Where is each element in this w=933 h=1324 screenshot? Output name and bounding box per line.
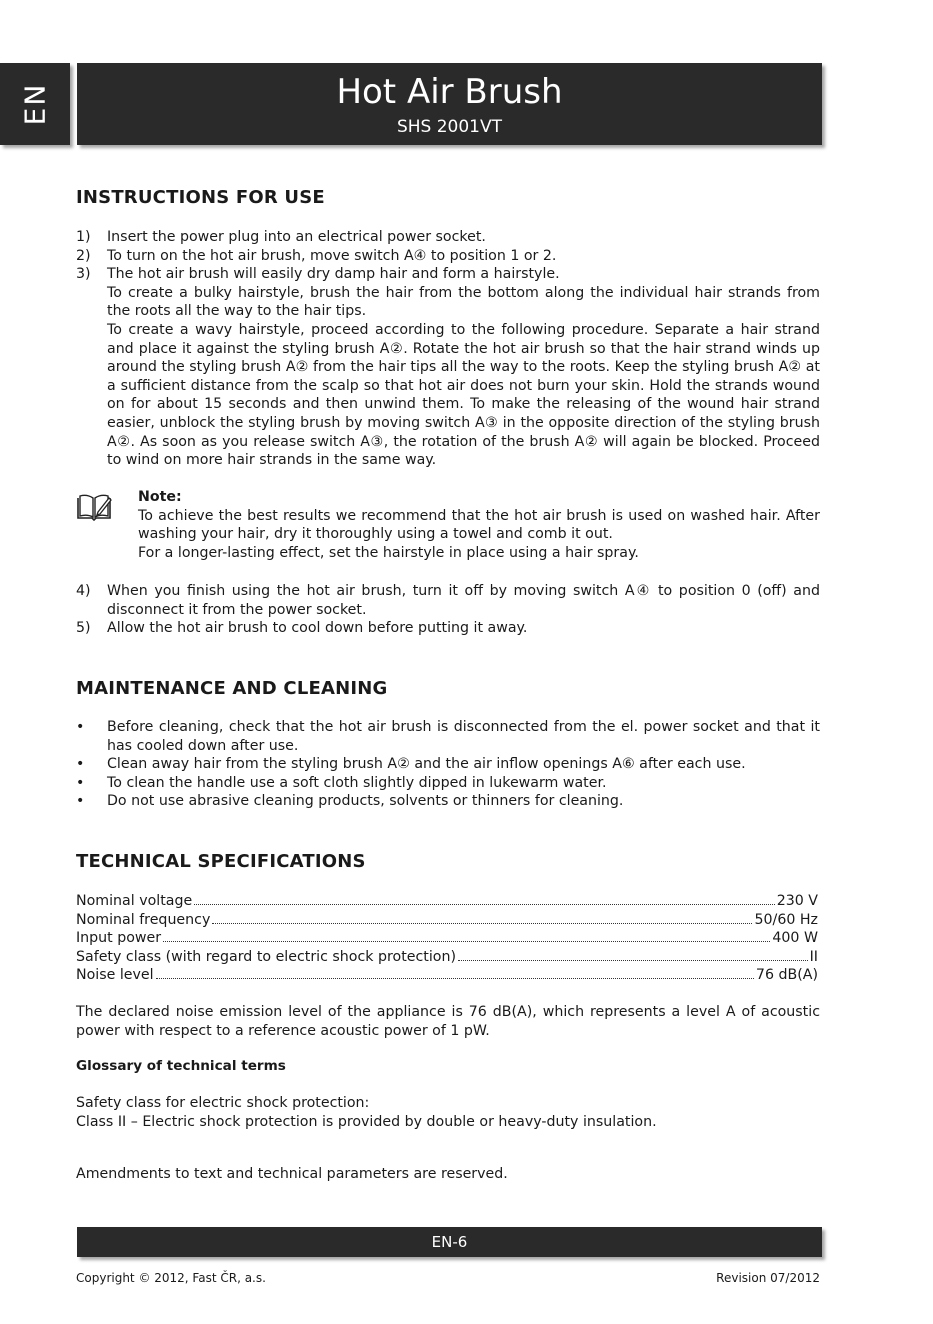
spec-label: Noise level bbox=[76, 967, 154, 984]
step-text: The hot air brush will easily dry damp hair and form a hairstyle. bbox=[107, 266, 560, 283]
list-item bbox=[76, 718, 820, 755]
model-number: SHS 2001VT bbox=[396, 117, 503, 137]
list-item bbox=[76, 247, 820, 266]
step-text: Insert the power plug into an electrical power socket. bbox=[107, 229, 486, 245]
list-item bbox=[76, 228, 820, 247]
spec-row bbox=[76, 948, 818, 967]
spec-row bbox=[76, 929, 818, 948]
specs-heading: TECHNICAL SPECIFICATIONS bbox=[76, 851, 366, 872]
spec-label: Nominal voltage bbox=[76, 893, 193, 909]
bullet: • bbox=[76, 719, 85, 735]
list-item bbox=[76, 619, 820, 638]
language-label: EN bbox=[18, 82, 52, 126]
maintenance-list bbox=[76, 718, 820, 811]
header-bar bbox=[77, 63, 822, 145]
step-paragraph: To create a wavy hairstyle, proceed according to the following procedure. Separate a hair strand and place it against the styling brush A②. Rotate the hot air brush so that the hair strand winds up around the styling brush A② from the hair tips all the way to the roots. Keep the styling brush A② at a sufficient distance from the scalp so that hot air does not burn your skin. Hold the strands wound on for about 15 seconds and then unwind them. To make the releasing of the wound hair strand easier, unblock the styling brush by moving switch A③ in the opposite direction of the styling brush A②. As soon as you release switch A③, the rotation of the brush A② will again be blocked. Proceed to wind on more hair strands in the same way. bbox=[107, 321, 820, 469]
spec-row bbox=[76, 892, 818, 911]
maintenance-heading: MAINTENANCE AND CLEANING bbox=[76, 678, 388, 699]
step-paragraph: To create a bulky hairstyle, brush the hair from the bottom along the individual hair strands from the roots all the way to the hair tips. bbox=[107, 284, 820, 320]
footer-bar bbox=[77, 1227, 822, 1257]
instructions-list bbox=[76, 228, 820, 470]
step-number: 4) bbox=[76, 583, 91, 599]
glossary-line: Safety class for electric shock protection: bbox=[76, 1095, 370, 1111]
spec-label: Nominal frequency bbox=[76, 911, 211, 928]
step-number: 2) bbox=[76, 247, 91, 264]
copyright: Copyright © 2012, Fast ČR, a.s. bbox=[76, 1271, 266, 1285]
spec-value: 230 V bbox=[776, 893, 818, 909]
list-item bbox=[76, 792, 820, 811]
list-item bbox=[76, 755, 820, 774]
list-item-text: To clean the handle use a soft cloth slightly dipped in lukewarm water. bbox=[107, 774, 607, 791]
list-item-text: Before cleaning, check that the hot air brush is disconnected from the el. power socket and that it has cooled down after use. bbox=[107, 719, 820, 754]
instructions-heading: INSTRUCTIONS FOR USE bbox=[76, 187, 325, 208]
step-text: Allow the hot air brush to cool down before putting it away. bbox=[107, 620, 528, 637]
noise-paragraph: The declared noise emission level of the appliance is 76 dB(A), which represents a level A of acoustic power with respect to a reference acoustic power of 1 pW. bbox=[76, 1004, 820, 1039]
list-item bbox=[76, 774, 820, 793]
list-item-text: Do not use abrasive cleaning products, solvents or thinners for cleaning. bbox=[107, 793, 624, 810]
spec-value: 76 dB(A) bbox=[755, 967, 818, 984]
instructions-list-continued bbox=[76, 582, 820, 638]
spec-row bbox=[76, 911, 818, 930]
note-box bbox=[138, 488, 820, 562]
spec-value: 400 W bbox=[772, 930, 818, 947]
revision: Revision 07/2012 bbox=[716, 1271, 820, 1285]
note-label: Note: bbox=[138, 489, 182, 505]
list-item-text: Clean away hair from the styling brush A② and the air inflow openings A⑥ after each use. bbox=[107, 756, 746, 773]
glossary-heading: Glossary of technical terms bbox=[76, 1058, 286, 1074]
step-number: 3) bbox=[76, 266, 91, 283]
spec-label: Safety class (with regard to electric shock protection) bbox=[76, 948, 457, 965]
list-item bbox=[76, 265, 820, 470]
bullet: • bbox=[76, 774, 85, 791]
note-text: For a longer-lasting effect, set the hairstyle in place using a hair spray. bbox=[138, 544, 639, 561]
language-tab bbox=[0, 63, 70, 145]
list-item bbox=[76, 582, 820, 619]
specs-table bbox=[76, 892, 818, 985]
glossary-text bbox=[76, 1094, 820, 1131]
amendments-note: Amendments to text and technical parameters are reserved. bbox=[76, 1166, 508, 1182]
bullet: • bbox=[76, 793, 85, 810]
step-text: To turn on the hot air brush, move switch A④ to position 1 or 2. bbox=[107, 247, 557, 264]
spec-value: 50/60 Hz bbox=[754, 911, 818, 928]
spec-label: Input power bbox=[76, 930, 162, 947]
note-book-icon bbox=[76, 492, 112, 522]
spec-value: II bbox=[809, 948, 818, 965]
step-number: 1) bbox=[76, 229, 91, 245]
glossary-line: Class II – Electric shock protection is provided by double or heavy-duty insulation. bbox=[76, 1113, 657, 1130]
step-text: When you finish using the hot air brush, turn it off by moving switch A④ to position 0 (off) and disconnect it from the power socket. bbox=[107, 583, 820, 618]
page-number: EN-6 bbox=[431, 1233, 468, 1251]
bullet: • bbox=[76, 756, 85, 773]
page-title: Hot Air Brush bbox=[336, 72, 563, 112]
step-number: 5) bbox=[76, 620, 91, 637]
note-text: To achieve the best results we recommend that the hot air brush is used on washed hair. After washing your hair, dry it thoroughly using a towel and comb it out. bbox=[138, 507, 820, 543]
spec-row bbox=[76, 966, 818, 985]
